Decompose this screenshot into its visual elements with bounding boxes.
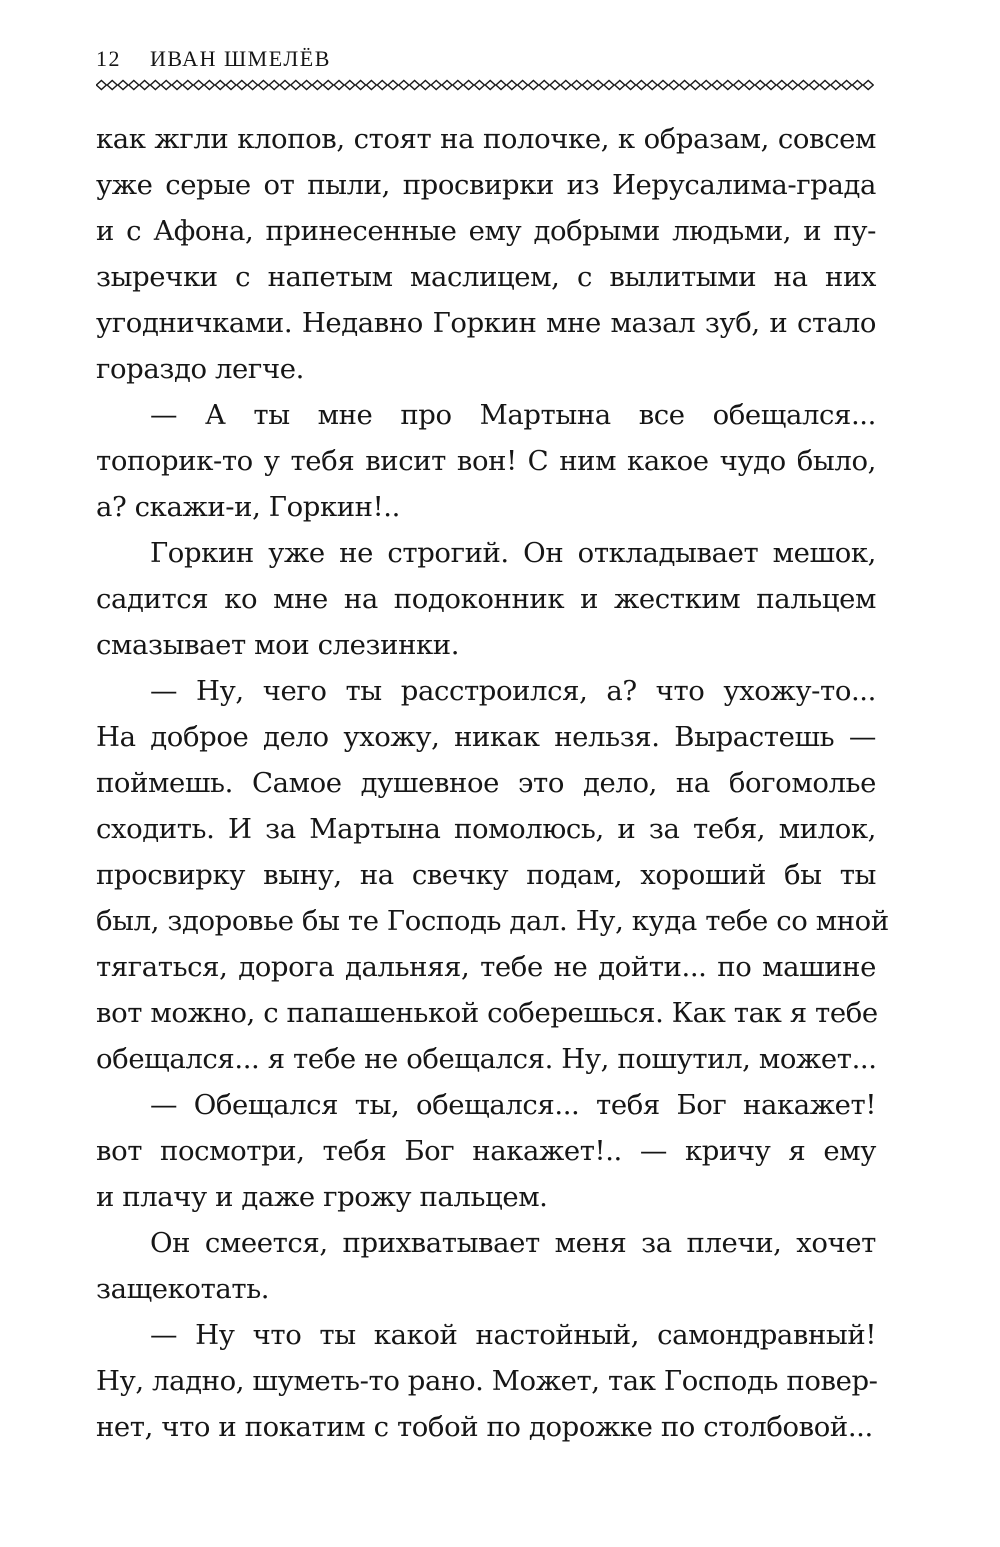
ornament-diamond: [636, 81, 646, 90]
ornament-diamond: [734, 81, 744, 90]
text-line: На доброе дело ухожу, никак нельзя. Вырастешь —: [96, 721, 876, 753]
ornament-diamond: [280, 81, 290, 90]
ornament-diamond: [755, 81, 765, 90]
ornament-diamond: [582, 81, 592, 90]
ornament-diamond: [248, 81, 258, 90]
running-head: [96, 44, 876, 74]
paragraph: [96, 530, 876, 668]
text-line: и с Афона, принесенные ему добрыми людьми, и пу-: [96, 215, 876, 247]
ornament-diamond: [507, 81, 517, 90]
ornament-diamond: [647, 81, 657, 90]
ornament-diamond: [712, 81, 722, 90]
ornament-diamond: [518, 81, 528, 90]
ornament-diamond: [788, 81, 798, 90]
ornament-diamond: [831, 81, 841, 90]
ornament-diamond: [302, 81, 312, 90]
text-line: как жгли клопов, стоят на полочке, к образам, совсем: [96, 123, 876, 155]
ornament-diamond: [723, 81, 733, 90]
paragraph: [96, 392, 876, 530]
ornament-diamond: [377, 81, 387, 90]
ornament-diamond: [474, 81, 484, 90]
ornament-diamond: [237, 81, 247, 90]
text-line: Он смеется, прихватывает меня за плечи, хочет: [150, 1227, 876, 1259]
text-line: вот посмотри, тебя Бог накажет!.. — кричу я ему: [96, 1135, 876, 1167]
ornament-diamond: [291, 81, 301, 90]
ornament-diamond: [334, 81, 344, 90]
ornament-diamond: [777, 81, 787, 90]
ornament-diamond: [744, 81, 754, 90]
ornament-diamond: [312, 81, 322, 90]
text-line: и плачу и даже грожу пальцем.: [96, 1181, 548, 1213]
paragraph: [96, 116, 876, 392]
ornament-diamond: [615, 81, 625, 90]
ornament-diamond: [410, 81, 420, 90]
text-line: Ну, ладно, шуметь-то рано. Может, так Господь повер-: [96, 1365, 878, 1397]
ornament-diamond: [129, 81, 139, 90]
ornament-diamond: [356, 81, 366, 90]
ornament-diamond: [399, 81, 409, 90]
ornamental-rule: [96, 78, 874, 92]
ornament-diamond: [442, 81, 452, 90]
text-line: уже серые от пыли, просвирки из Иерусалима-града: [96, 169, 876, 201]
ornament-diamond: [496, 81, 506, 90]
text-line: сходить. И за Мартына помолюсь, и за тебя, милок,: [96, 813, 876, 845]
ornament-diamond: [690, 81, 700, 90]
text-line: обещался... я тебе не обещался. Ну, пошутил, может...: [96, 1043, 877, 1075]
text-line: — А ты мне про Мартына все обещался...: [150, 399, 876, 431]
ornament-diamond: [345, 81, 355, 90]
ornament-diamond: [194, 81, 204, 90]
text-line: — Обещался ты, обещался... тебя Бог накажет!: [150, 1089, 876, 1121]
text-line: вот можно, с папашенькой соберешься. Как так я тебе: [96, 997, 878, 1029]
text-line: зыречки с напетым маслицем, с вылитыми на них: [96, 261, 876, 293]
ornament-diamond: [669, 81, 679, 90]
ornament-diamond: [172, 81, 182, 90]
ornament-diamond: [366, 81, 376, 90]
page-number: 12: [96, 46, 121, 71]
paragraph: [96, 1312, 876, 1450]
ornament-diamond: [453, 81, 463, 90]
ornament-diamond: [485, 81, 495, 90]
text-line: нет, что и покатим с тобой по дорожке по столбовой...: [96, 1411, 873, 1443]
ornament-diamond: [215, 81, 225, 90]
ornament-diamond: [323, 81, 333, 90]
ornament-diamond: [626, 81, 636, 90]
text-line: просвирку выну, на свечку подам, хороший бы ты: [96, 859, 876, 891]
ornament-diamond: [183, 81, 193, 90]
text-line: поймешь. Самое душевное это дело, на богомолье: [96, 767, 876, 799]
ornament-diamond: [118, 81, 128, 90]
ornament-diamond: [658, 81, 668, 90]
ornament-diamond: [561, 81, 571, 90]
text-line: смазывает мои слезинки.: [96, 629, 460, 661]
ornament-diamond: [593, 81, 603, 90]
ornament-diamond: [766, 81, 776, 90]
text-line: тягаться, дорога дальняя, тебе не дойти... по машине: [96, 951, 876, 983]
ornament-diamond: [161, 81, 171, 90]
ornament-diamond: [539, 81, 549, 90]
text-line: а? скажи-и, Горкин!..: [96, 491, 400, 523]
ornament-diamond: [820, 81, 830, 90]
ornament-diamond: [269, 81, 279, 90]
text-line: гораздо легче.: [96, 353, 304, 385]
ornament-diamond: [140, 81, 150, 90]
ornament-diamond: [150, 81, 160, 90]
text-line: защекотать.: [96, 1273, 270, 1305]
ornament-diamond: [226, 81, 236, 90]
body-text: [96, 116, 889, 1450]
text-line: топорик-то у тебя висит вон! С ним какое чудо было,: [96, 445, 876, 477]
text-line: — Ну, чего ты расстроился, а? что ухожу-то...: [150, 675, 876, 707]
ornament-diamond: [680, 81, 690, 90]
ornament-diamond: [852, 81, 862, 90]
paragraph: [96, 1220, 876, 1312]
ornament-diamond: [107, 81, 117, 90]
ornament-diamond: [572, 81, 582, 90]
ornament-diamond: [388, 81, 398, 90]
text-line: Горкин уже не строгий. Он откладывает мешок,: [150, 537, 876, 569]
running-head-author: ИВАН ШМЕЛЁВ: [150, 46, 331, 71]
ornament-diamond: [809, 81, 819, 90]
ornament-diamond: [550, 81, 560, 90]
paragraph: [96, 1082, 876, 1220]
text-line: угодничками. Недавно Горкин мне мазал зуб, и стало: [96, 307, 876, 339]
text-line: — Ну что ты какой настойный, самондравный!: [150, 1319, 876, 1351]
ornament-diamond: [420, 81, 430, 90]
ornament-diamond: [798, 81, 808, 90]
ornament-diamond: [464, 81, 474, 90]
ornament-diamond: [604, 81, 614, 90]
paragraph: [96, 668, 889, 1082]
ornament-diamond: [863, 81, 873, 90]
ornament-diamond: [701, 81, 711, 90]
ornament-diamond: [258, 81, 268, 90]
ornament-diamond: [842, 81, 852, 90]
text-line: садится ко мне на подоконник и жестким пальцем: [96, 583, 876, 615]
ornament-diamond: [431, 81, 441, 90]
ornament-diamond: [96, 81, 106, 90]
ornament-diamond: [528, 81, 538, 90]
ornament-diamond: [204, 81, 214, 90]
ornament-diamond-chain: [96, 78, 874, 92]
text-line: был, здоровье бы те Господь дал. Ну, куда тебе со мной: [96, 905, 889, 937]
